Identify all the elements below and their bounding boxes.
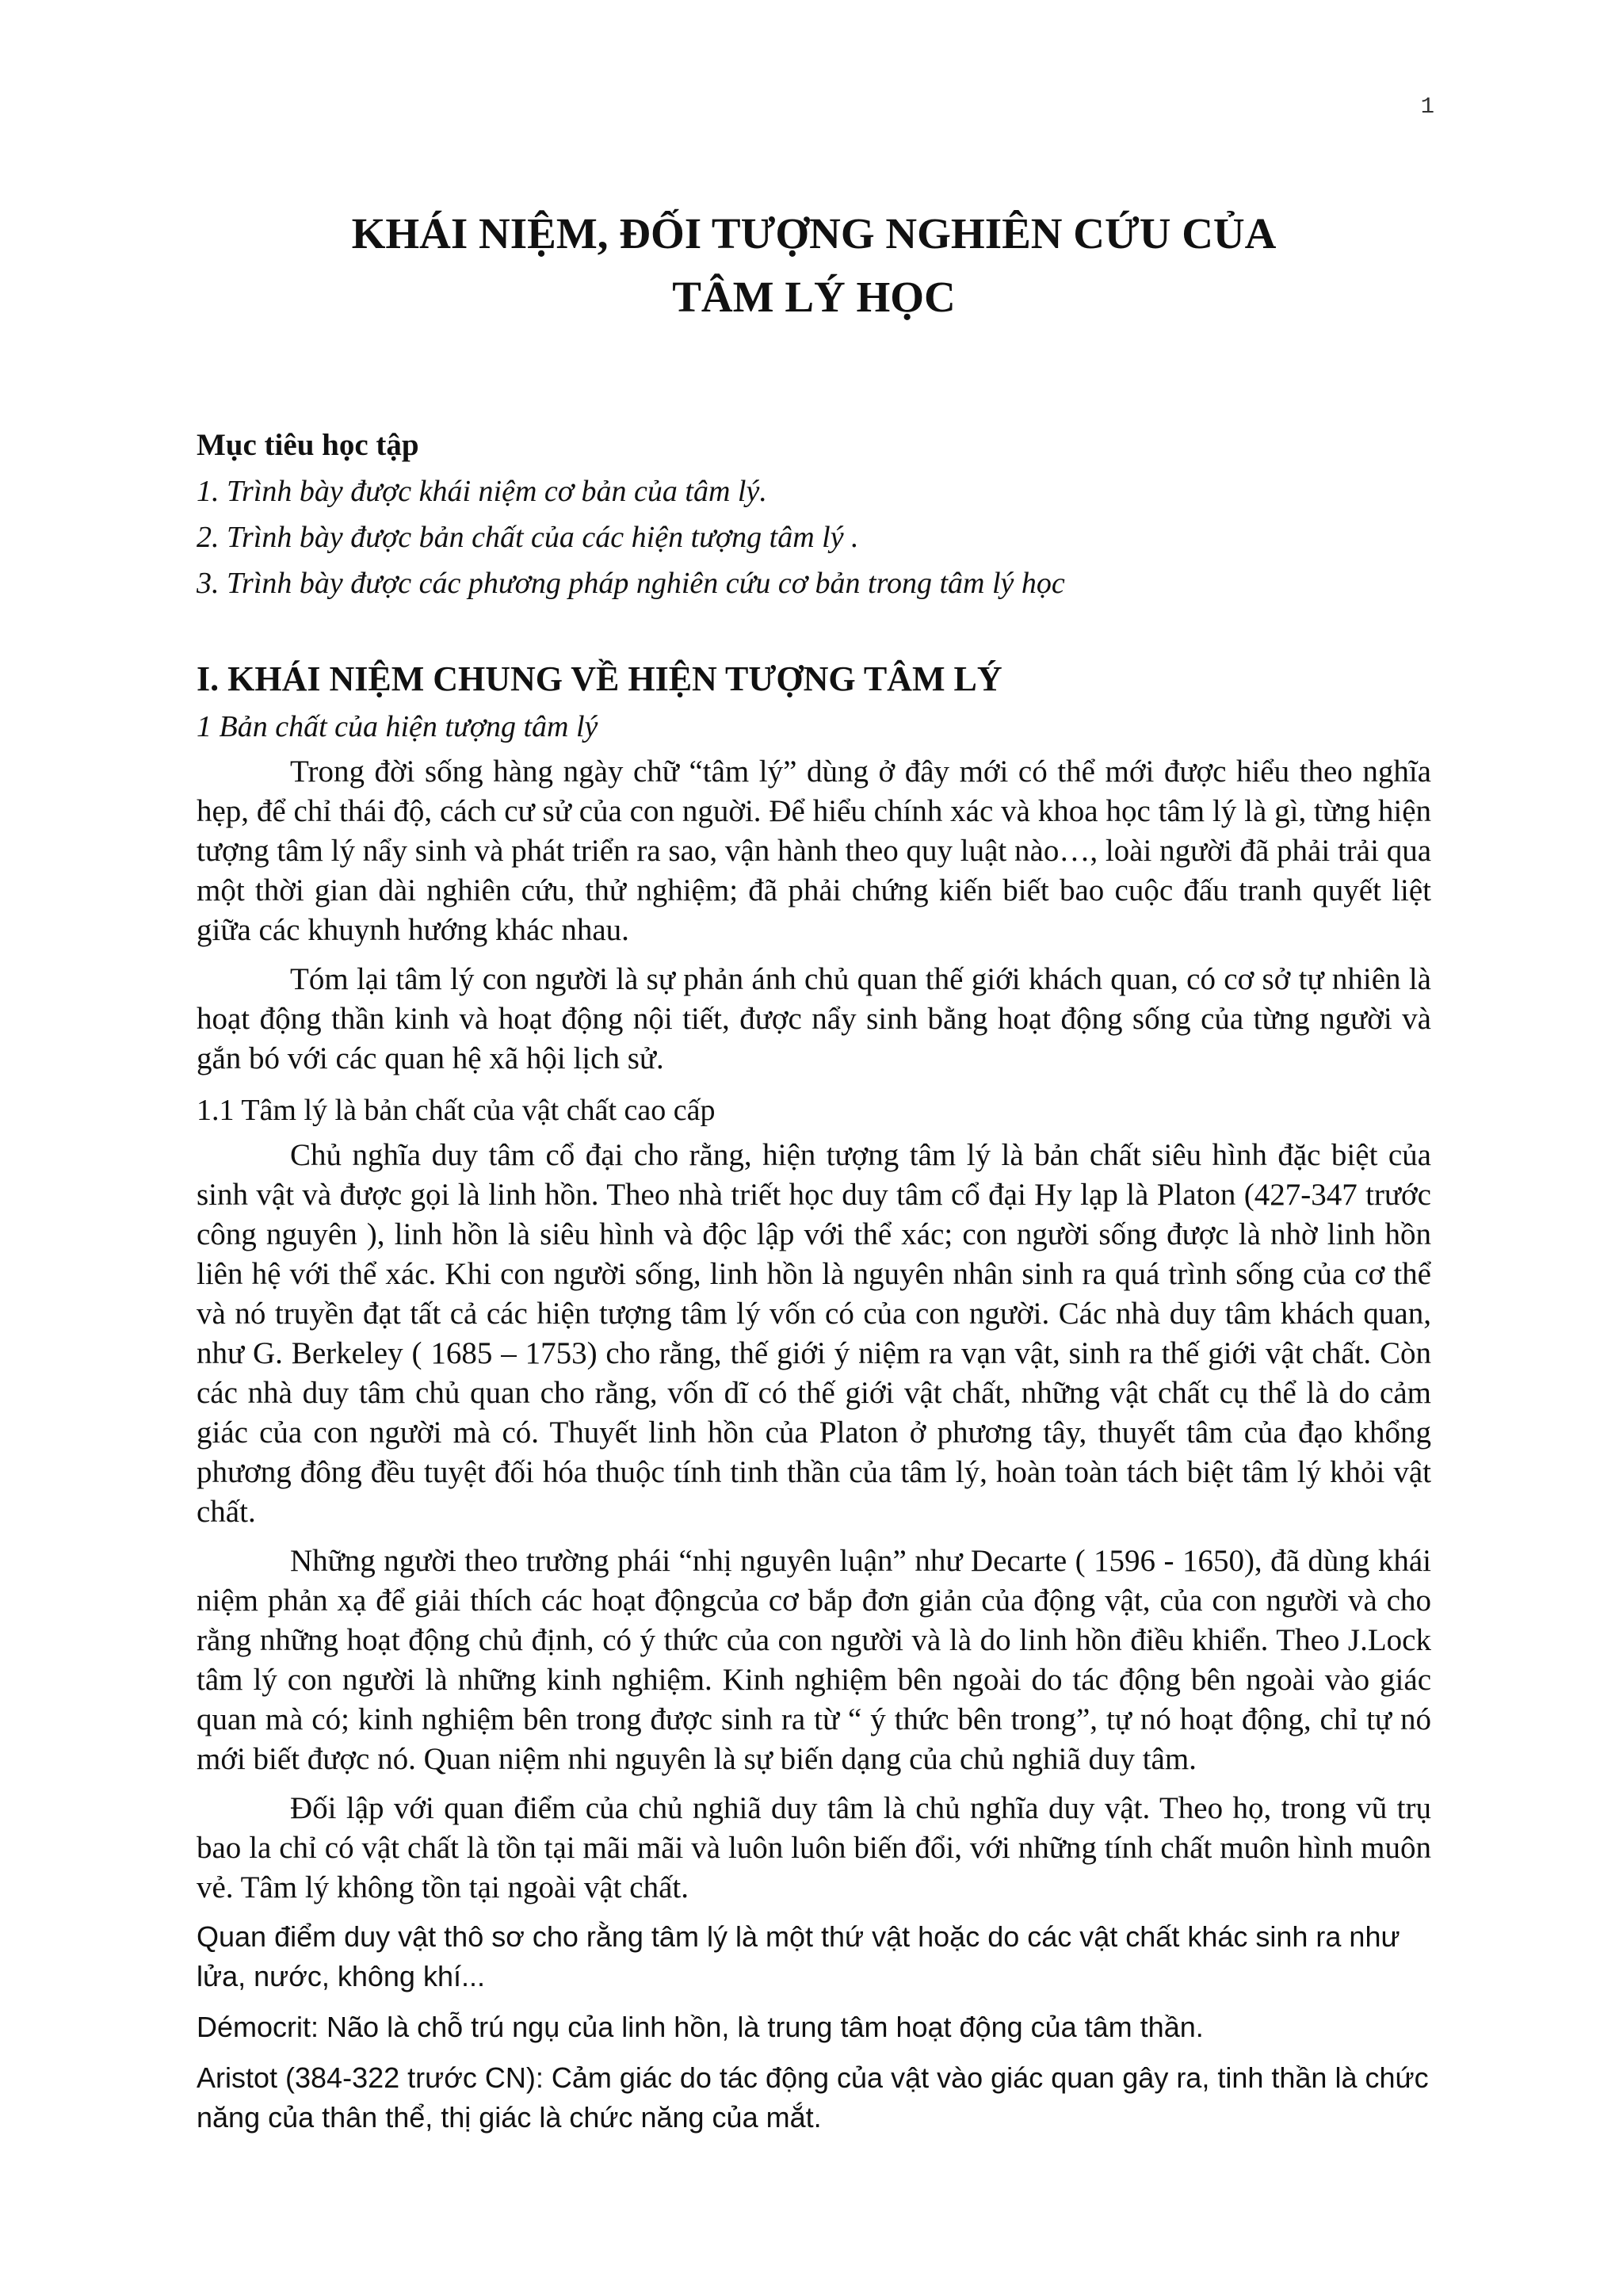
page-content <box>197 202 1431 2149</box>
paragraph: Những người theo trường phái “nhị nguyên luận” như Decarte ( 1596 - 1650), đã dùng khái niệm phản xạ để giải thích các hoạt độngcủa cơ bắp đơn giản của động vật, của con người và cho rằng những hoạt động chủ định, có ý thức của con người và là do linh hồn điều khiển. Theo J.Lock tâm lý con người là những kinh nghiệm. Kinh nghiệm bên ngoài do tác động bên ngoài vào giác quan mà có; kinh nghiệm bên trong được sinh ra từ “ ý thức bên trong”, tự nó hoạt động, chỉ tự nó mới biết được nó. Quan niệm nhi nguyên là sự biến dạng của chủ nghiã duy tâm. <box>197 1544 1431 1776</box>
document-title <box>197 202 1431 329</box>
title-line-1: KHÁI NIỆM, ĐỐI TƯỢNG NGHIÊN CỨU CỦA <box>351 209 1277 258</box>
subsection-heading: 1.1 Tâm lý là bản chất của vật chất cao cấp <box>197 1094 716 1127</box>
section-1 <box>197 654 1431 2137</box>
paragraph: Aristot (384-322 trước CN): Cảm giác do tác động của vật vào giác quan gây ra, tinh thần là chức năng của thân thể, thị giác là chức năng của mắt. <box>197 2061 1429 2134</box>
objectives-heading: Mục tiêu học tập <box>197 428 419 462</box>
subsection-heading: 1 Bản chất của hiện tượng tâm lý <box>197 710 598 743</box>
paragraph: Trong đời sống hàng ngày chữ “tâm lý” dùng ở đây mới có thể mới được hiểu theo nghĩa hẹp, để chỉ thái độ, cách cư sử của con nguời. Để hiểu chính xác và khoa học tâm lý là gì, từng hiện tượng tâm lý nẩy sinh và phát triển ra sao, vận hành theo quy luật nào…, loài người đã phải trải qua một thời gian dài nghiên cứu, thử nghiệm; đã phải chứng kiến biết bao cuộc đấu tranh quyết liệt giữa các khuynh hướng khác nhau. <box>197 755 1431 947</box>
objective-item: 3. Trình bày được các phương pháp nghiên cứu cơ bản trong tâm lý học <box>197 567 1065 600</box>
objective-item: 2. Trình bày được bản chất của các hiện tượng tâm lý . <box>197 521 859 554</box>
objective-item: 1. Trình bày được khái niệm cơ bản của tâm lý. <box>197 475 767 508</box>
learning-objectives <box>197 422 1431 606</box>
page-number: 1 <box>1420 94 1434 120</box>
title-line-2: TÂM LÝ HỌC <box>672 273 956 321</box>
paragraph: Quan điểm duy vật thô sơ cho rằng tâm lý là một thứ vật hoặc do các vật chất khác sinh ra như lửa, nước, không khí... <box>197 1920 1400 1992</box>
section-heading: I. KHÁI NIỆM CHUNG VỀ HIỆN TƯỢNG TÂM LÝ <box>197 659 1002 698</box>
paragraph: Tóm lại tâm lý con người là sự phản ánh chủ quan thế giới khách quan, có cơ sở tự nhiên là hoạt động thần kinh và hoạt động nội tiết, được nẩy sinh bằng hoạt động sống của từng người và gắn bó với các quan hệ xã hội lịch sử. <box>197 962 1431 1075</box>
paragraph: Chủ nghĩa duy tâm cổ đại cho rằng, hiện tượng tâm lý là bản chất siêu hình đặc biệt của sinh vật và được gọi là linh hồn. Theo nhà triết học duy tâm cổ đại Hy lạp là Platon (427-347 trước công nguyên ), linh hồn là siêu hình và độc lập với thể xác; con người sống được là nhờ linh hồn liên hệ với thể xác. Khi con người sống, linh hồn là nguyên nhân sinh ra quá trình sống của cơ thể và nó truyền đạt tất cả các hiện tượng tâm lý vốn có của con người. Các nhà duy tâm khách quan, như G. Berkeley ( 1685 – 1753) cho rằng, thế giới ý niệm ra vạn vật, sinh ra thế giới vật chất. Còn các nhà duy tâm chủ quan cho rằng, vốn dĩ có thế giới vật chất, những vật chất cụ thể là do cảm giác của con người mà có. Thuyết linh hồn của Platon ở phương tây, thuyết tâm của đạo khổng phương đông đều tuyệt đối hóa thuộc tính tinh thần của tâm lý, hoàn toàn tách biệt tâm lý khỏi vật chất. <box>197 1138 1431 1529</box>
paragraph: Démocrit: Não là chỗ trú ngụ của linh hồn, là trung tâm hoạt động của tâm thần. <box>197 2011 1204 2043</box>
paragraph: Đối lập với quan điểm của chủ nghiã duy tâm là chủ nghĩa duy vật. Theo họ, trong vũ trụ bao la chỉ có vật chất là tồn tại mãi mãi và luôn luôn biến đổi, với những tính chất muôn hình muôn vẻ. Tâm lý không tồn tại ngoài vật chất. <box>197 1791 1431 1904</box>
